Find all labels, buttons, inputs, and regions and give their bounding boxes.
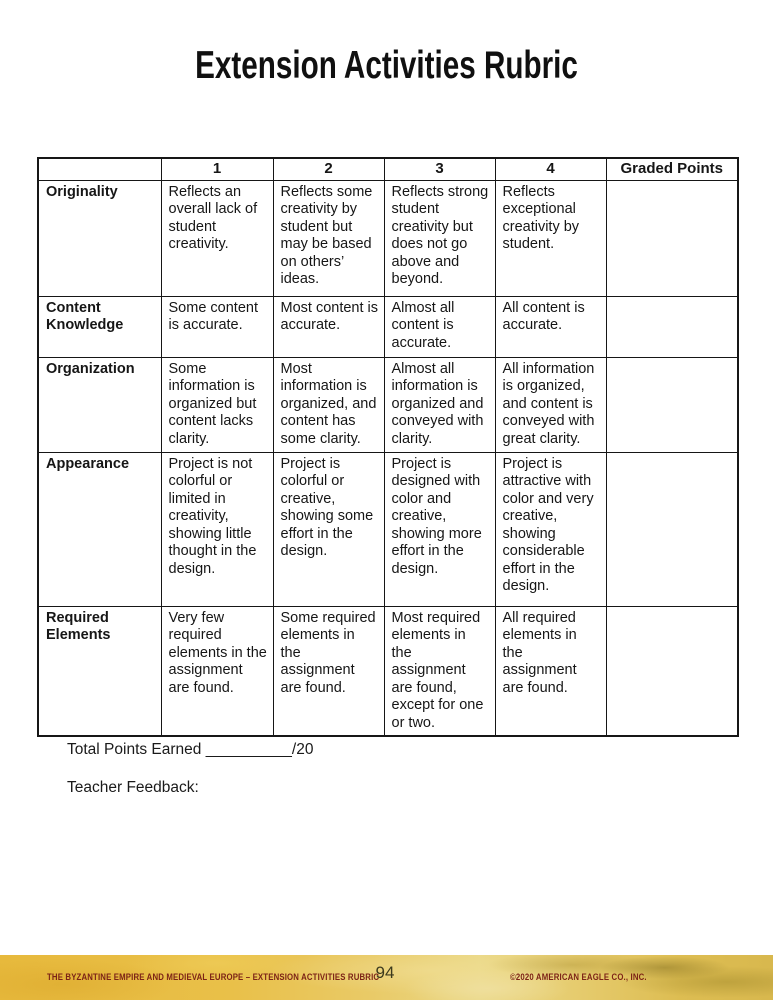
column-header-3: 3 <box>384 158 495 180</box>
column-header-4: 4 <box>495 158 606 180</box>
rubric-cell: Reflects exceptional creativity by student. <box>495 180 606 296</box>
footer-copyright: ©2020 AMERICAN EAGLE CO., INC. <box>510 972 647 983</box>
rubric-cell: All content is accurate. <box>495 296 606 357</box>
graded-points-cell <box>606 606 738 736</box>
rubric-cell: All required elements in the assignment are found. <box>495 606 606 736</box>
footer-bar <box>0 955 773 1000</box>
criterion-label: Required Elements <box>38 606 161 736</box>
page-title-text: Extension Activities Rubric <box>195 44 578 87</box>
rubric-cell: Project is not colorful or limited in creativity, showing little thought in the design. <box>161 452 273 606</box>
column-header-criteria <box>38 158 161 180</box>
table-row-appearance <box>38 452 738 606</box>
table-row-content-knowledge <box>38 296 738 357</box>
rubric-cell: Reflects strong student creativity but does not go above and beyond. <box>384 180 495 296</box>
graded-points-cell <box>606 180 738 296</box>
footer-book-title: THE BYZANTINE EMPIRE AND MEDIEVAL EUROPE – EXTENSION ACTIVITIES RUBRIC <box>47 972 380 983</box>
criterion-label: Organization <box>38 357 161 452</box>
teacher-feedback-label: Teacher Feedback: <box>67 779 199 796</box>
graded-points-cell <box>606 452 738 606</box>
rubric-cell: Most content is accurate. <box>273 296 384 357</box>
column-header-2: 2 <box>273 158 384 180</box>
total-points-line: Total Points Earned __________/20 <box>67 741 314 758</box>
rubric-cell: Most required elements in the assignment are found, except for one or two. <box>384 606 495 736</box>
column-header-1: 1 <box>161 158 273 180</box>
table-row-originality <box>38 180 738 296</box>
page-title <box>0 44 773 88</box>
page-number: 94 <box>375 963 395 982</box>
rubric-cell: Project is designed with color and creative, showing more effort in the design. <box>384 452 495 606</box>
rubric-cell: Project is colorful or creative, showing some effort in the design. <box>273 452 384 606</box>
rubric-table <box>37 157 739 737</box>
rubric-cell: Very few required elements in the assignment are found. <box>161 606 273 736</box>
header-row <box>38 158 738 180</box>
rubric-cell: Some required elements in the assignment are found. <box>273 606 384 736</box>
rubric-cell: Most information is organized, and content has some clarity. <box>273 357 384 452</box>
criterion-label: Content Knowledge <box>38 296 161 357</box>
table-row-organization <box>38 357 738 452</box>
criterion-label: Appearance <box>38 452 161 606</box>
rubric-cell: Almost all information is organized and conveyed with clarity. <box>384 357 495 452</box>
rubric-cell: All information is organized, and content is conveyed with great clarity. <box>495 357 606 452</box>
column-header-graded-points: Graded Points <box>606 158 738 180</box>
criterion-label: Originality <box>38 180 161 296</box>
rubric-cell: Some content is accurate. <box>161 296 273 357</box>
graded-points-cell <box>606 296 738 357</box>
rubric-cell: Reflects an overall lack of student creativity. <box>161 180 273 296</box>
rubric-cell: Almost all content is accurate. <box>384 296 495 357</box>
table-row-required-elements <box>38 606 738 736</box>
graded-points-cell <box>606 357 738 452</box>
rubric-cell: Some information is organized but content lacks clarity. <box>161 357 273 452</box>
rubric-cell: Reflects some creativity by student but may be based on others’ ideas. <box>273 180 384 296</box>
rubric-cell: Project is attractive with color and very creative, showing considerable effort in the design. <box>495 452 606 606</box>
